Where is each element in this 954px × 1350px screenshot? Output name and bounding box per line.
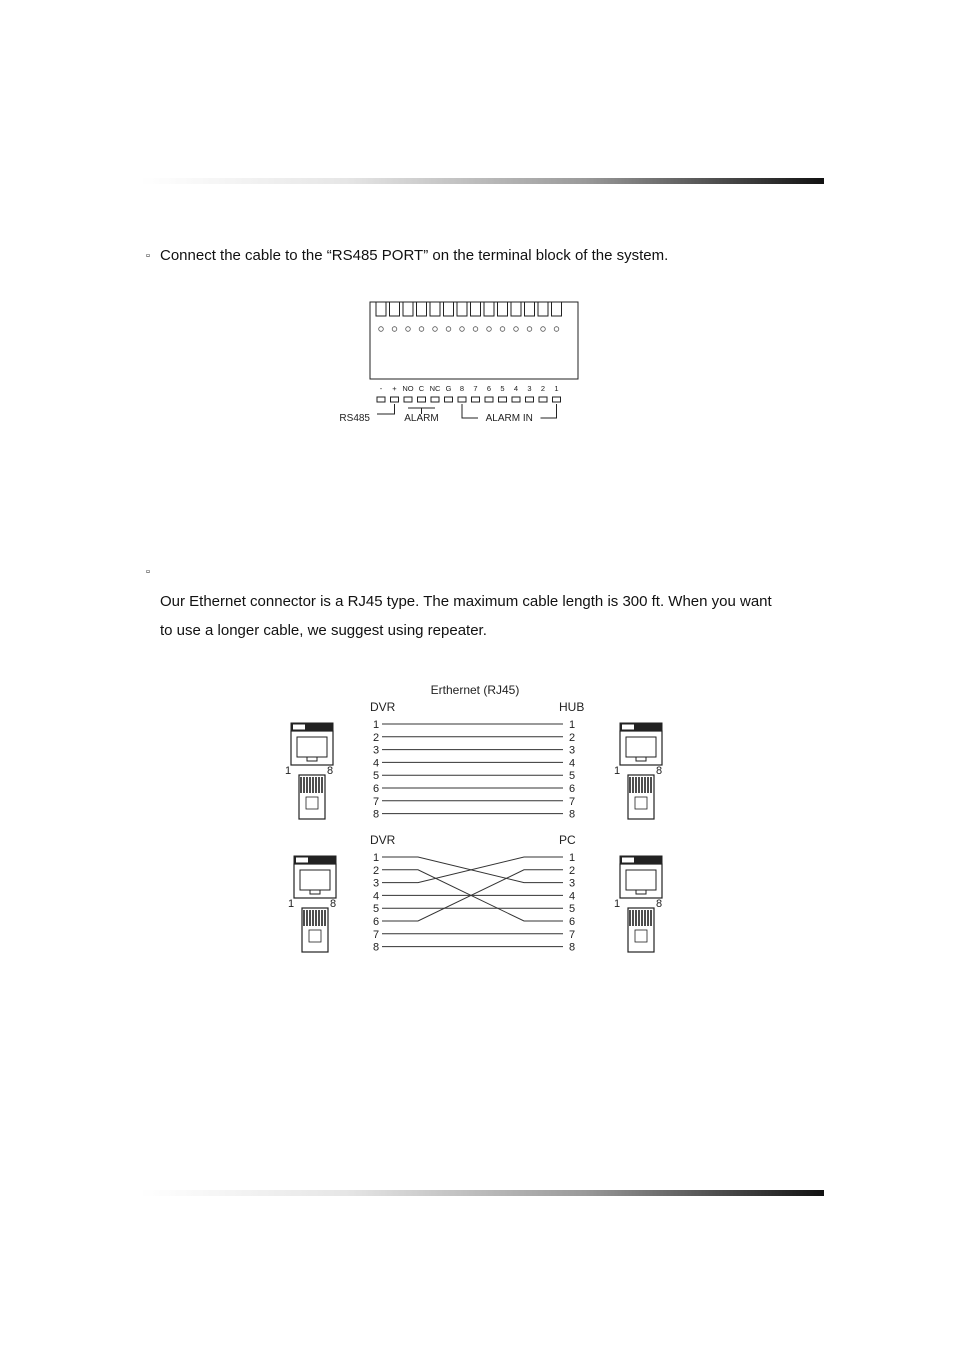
straight-right-label: HUB bbox=[559, 700, 585, 714]
terminal-pin-label: 8 bbox=[459, 384, 465, 393]
ethernet-paragraph-line1: Our Ethernet connector is a RJ45 type. The maximum cable length is 300 ft. When you want bbox=[160, 593, 772, 610]
cross-right-pin: 6 bbox=[568, 916, 576, 928]
terminal-pin-box bbox=[458, 397, 466, 402]
cross-left-pin: 6 bbox=[372, 916, 380, 928]
terminal-screw-slot bbox=[390, 302, 400, 316]
terminal-hole bbox=[554, 327, 559, 332]
terminal-pin-label: - bbox=[379, 384, 383, 393]
terminal-hole bbox=[392, 327, 397, 332]
straight-left-pin: 1 bbox=[372, 719, 380, 731]
terminal-screw-slot bbox=[430, 302, 440, 316]
terminal-pin-box bbox=[485, 397, 493, 402]
straight-left-pin: 2 bbox=[372, 731, 380, 744]
straight-left-pin: 6 bbox=[372, 783, 380, 795]
alarm-in-label: ALARM IN bbox=[485, 413, 533, 424]
terminal-screw-slot bbox=[552, 302, 562, 316]
terminal-pin-label: 7 bbox=[473, 384, 478, 393]
terminal-pin-box bbox=[499, 397, 507, 402]
terminal-pin-box bbox=[539, 397, 547, 402]
straight-right-pin: 7 bbox=[568, 795, 576, 808]
terminal-pin-label: + bbox=[392, 384, 397, 393]
rj45-pin-first-label: 1 bbox=[614, 765, 621, 777]
terminal-hole bbox=[487, 327, 492, 332]
terminal-hole bbox=[406, 327, 411, 332]
ethernet-paragraph-line2: to use a longer cable, we suggest using repeater. bbox=[160, 622, 487, 639]
terminal-pin-label: G bbox=[445, 384, 452, 393]
straight-right-pin: 2 bbox=[568, 731, 576, 744]
rj45-pin-last-label: 8 bbox=[656, 898, 663, 910]
alarm-in-bracket-right bbox=[541, 404, 557, 418]
straight-right-pin: 8 bbox=[568, 808, 576, 821]
cross-right-pin: 7 bbox=[568, 928, 576, 941]
straight-left-pin: 3 bbox=[372, 744, 380, 757]
cross-left-pin: 7 bbox=[372, 928, 380, 941]
terminal-hole bbox=[541, 327, 546, 332]
rs485-bracket bbox=[377, 404, 395, 414]
straight-right-pin: 6 bbox=[568, 783, 576, 795]
terminal-pin-label: NO bbox=[402, 384, 414, 393]
terminal-pin-label: 6 bbox=[486, 384, 492, 393]
terminal-hole bbox=[379, 327, 384, 332]
rj45-pin-last-label: 8 bbox=[656, 765, 663, 777]
rj45-pin-first-label: 1 bbox=[614, 898, 621, 910]
terminal-pin-box bbox=[445, 397, 453, 402]
cross-right-pin: 2 bbox=[568, 864, 576, 877]
bullet-2: ▫ bbox=[146, 566, 150, 578]
cross-left-pin: 1 bbox=[372, 852, 380, 864]
straight-left-pin: 5 bbox=[372, 770, 380, 783]
bullet-1: ▫ bbox=[146, 250, 150, 262]
cross-right-pin: 4 bbox=[568, 890, 576, 903]
terminal-screw-slot bbox=[538, 302, 548, 316]
terminal-screw-slot bbox=[376, 302, 386, 316]
terminal-hole bbox=[460, 327, 465, 332]
rj45-pin-last-label: 8 bbox=[330, 898, 337, 910]
terminal-pin-box bbox=[526, 397, 534, 402]
bottom-rule bbox=[140, 1190, 824, 1196]
terminal-pin-box bbox=[512, 397, 520, 402]
cross-left-pin: 8 bbox=[372, 941, 380, 954]
cross-left-pin: 3 bbox=[372, 877, 380, 890]
rj45-pin-last-label: 8 bbox=[327, 765, 334, 777]
terminal-hole bbox=[527, 327, 532, 332]
straight-left-label: DVR bbox=[370, 700, 396, 714]
straight-right-pin: 4 bbox=[568, 757, 576, 770]
cross-left-label: DVR bbox=[370, 833, 396, 847]
terminal-hole bbox=[500, 327, 505, 332]
cross-left-pin: 5 bbox=[372, 903, 380, 916]
alarm-label: ALARM bbox=[404, 413, 439, 424]
terminal-pin-box bbox=[553, 397, 561, 402]
rj45-pin-first-label: 1 bbox=[285, 765, 292, 777]
cross-right-label: PC bbox=[559, 833, 576, 847]
terminal-screw-slot bbox=[471, 302, 481, 316]
terminal-pin-box bbox=[404, 397, 412, 402]
ethernet-title: Erthernet (RJ45) bbox=[430, 683, 520, 697]
cross-right-pin: 5 bbox=[568, 903, 576, 916]
terminal-pin-box bbox=[391, 397, 399, 402]
rs485-instruction: Connect the cable to the “RS485 PORT” on the terminal block of the system. bbox=[160, 247, 669, 264]
straight-left-pin: 4 bbox=[372, 757, 380, 770]
straight-left-pin: 7 bbox=[372, 795, 380, 808]
terminal-pin-label: 5 bbox=[500, 384, 505, 393]
cross-left-pin: 4 bbox=[372, 890, 380, 903]
terminal-hole bbox=[433, 327, 438, 332]
terminal-hole bbox=[514, 327, 519, 332]
terminal-screw-slot bbox=[403, 302, 413, 316]
cross-right-pin: 8 bbox=[568, 941, 576, 954]
rs485-label: RS485 bbox=[339, 413, 370, 424]
terminal-pin-box bbox=[377, 397, 385, 402]
cross-left-pin: 2 bbox=[372, 864, 380, 877]
cross-right-pin: 3 bbox=[568, 877, 576, 890]
straight-right-pin: 3 bbox=[568, 744, 576, 757]
terminal-pin-label: 4 bbox=[513, 384, 519, 393]
terminal-pin-label: 1 bbox=[554, 384, 559, 393]
terminal-hole bbox=[473, 327, 478, 332]
cross-right-pin: 1 bbox=[568, 852, 576, 864]
straight-right-pin: 1 bbox=[568, 719, 576, 731]
terminal-hole bbox=[446, 327, 451, 332]
terminal-pin-label: C bbox=[418, 384, 425, 393]
terminal-pin-label: 3 bbox=[527, 384, 532, 393]
terminal-pin-box bbox=[472, 397, 480, 402]
terminal-hole bbox=[419, 327, 424, 332]
terminal-screw-slot bbox=[525, 302, 535, 316]
terminal-screw-slot bbox=[484, 302, 494, 316]
terminal-pin-box bbox=[418, 397, 426, 402]
terminal-screw-slot bbox=[498, 302, 508, 316]
alarm-in-bracket-left bbox=[462, 404, 478, 418]
terminal-screw-slot bbox=[457, 302, 467, 316]
rj45-pin-first-label: 1 bbox=[288, 898, 295, 910]
straight-left-pin: 8 bbox=[372, 808, 380, 821]
straight-right-pin: 5 bbox=[568, 770, 576, 783]
terminal-pin-label: NC bbox=[429, 384, 441, 393]
terminal-screw-slot bbox=[511, 302, 521, 316]
terminal-screw-slot bbox=[444, 302, 454, 316]
terminal-pin-label: 2 bbox=[540, 384, 546, 393]
terminal-screw-slot bbox=[417, 302, 427, 316]
terminal-pin-box bbox=[431, 397, 439, 402]
